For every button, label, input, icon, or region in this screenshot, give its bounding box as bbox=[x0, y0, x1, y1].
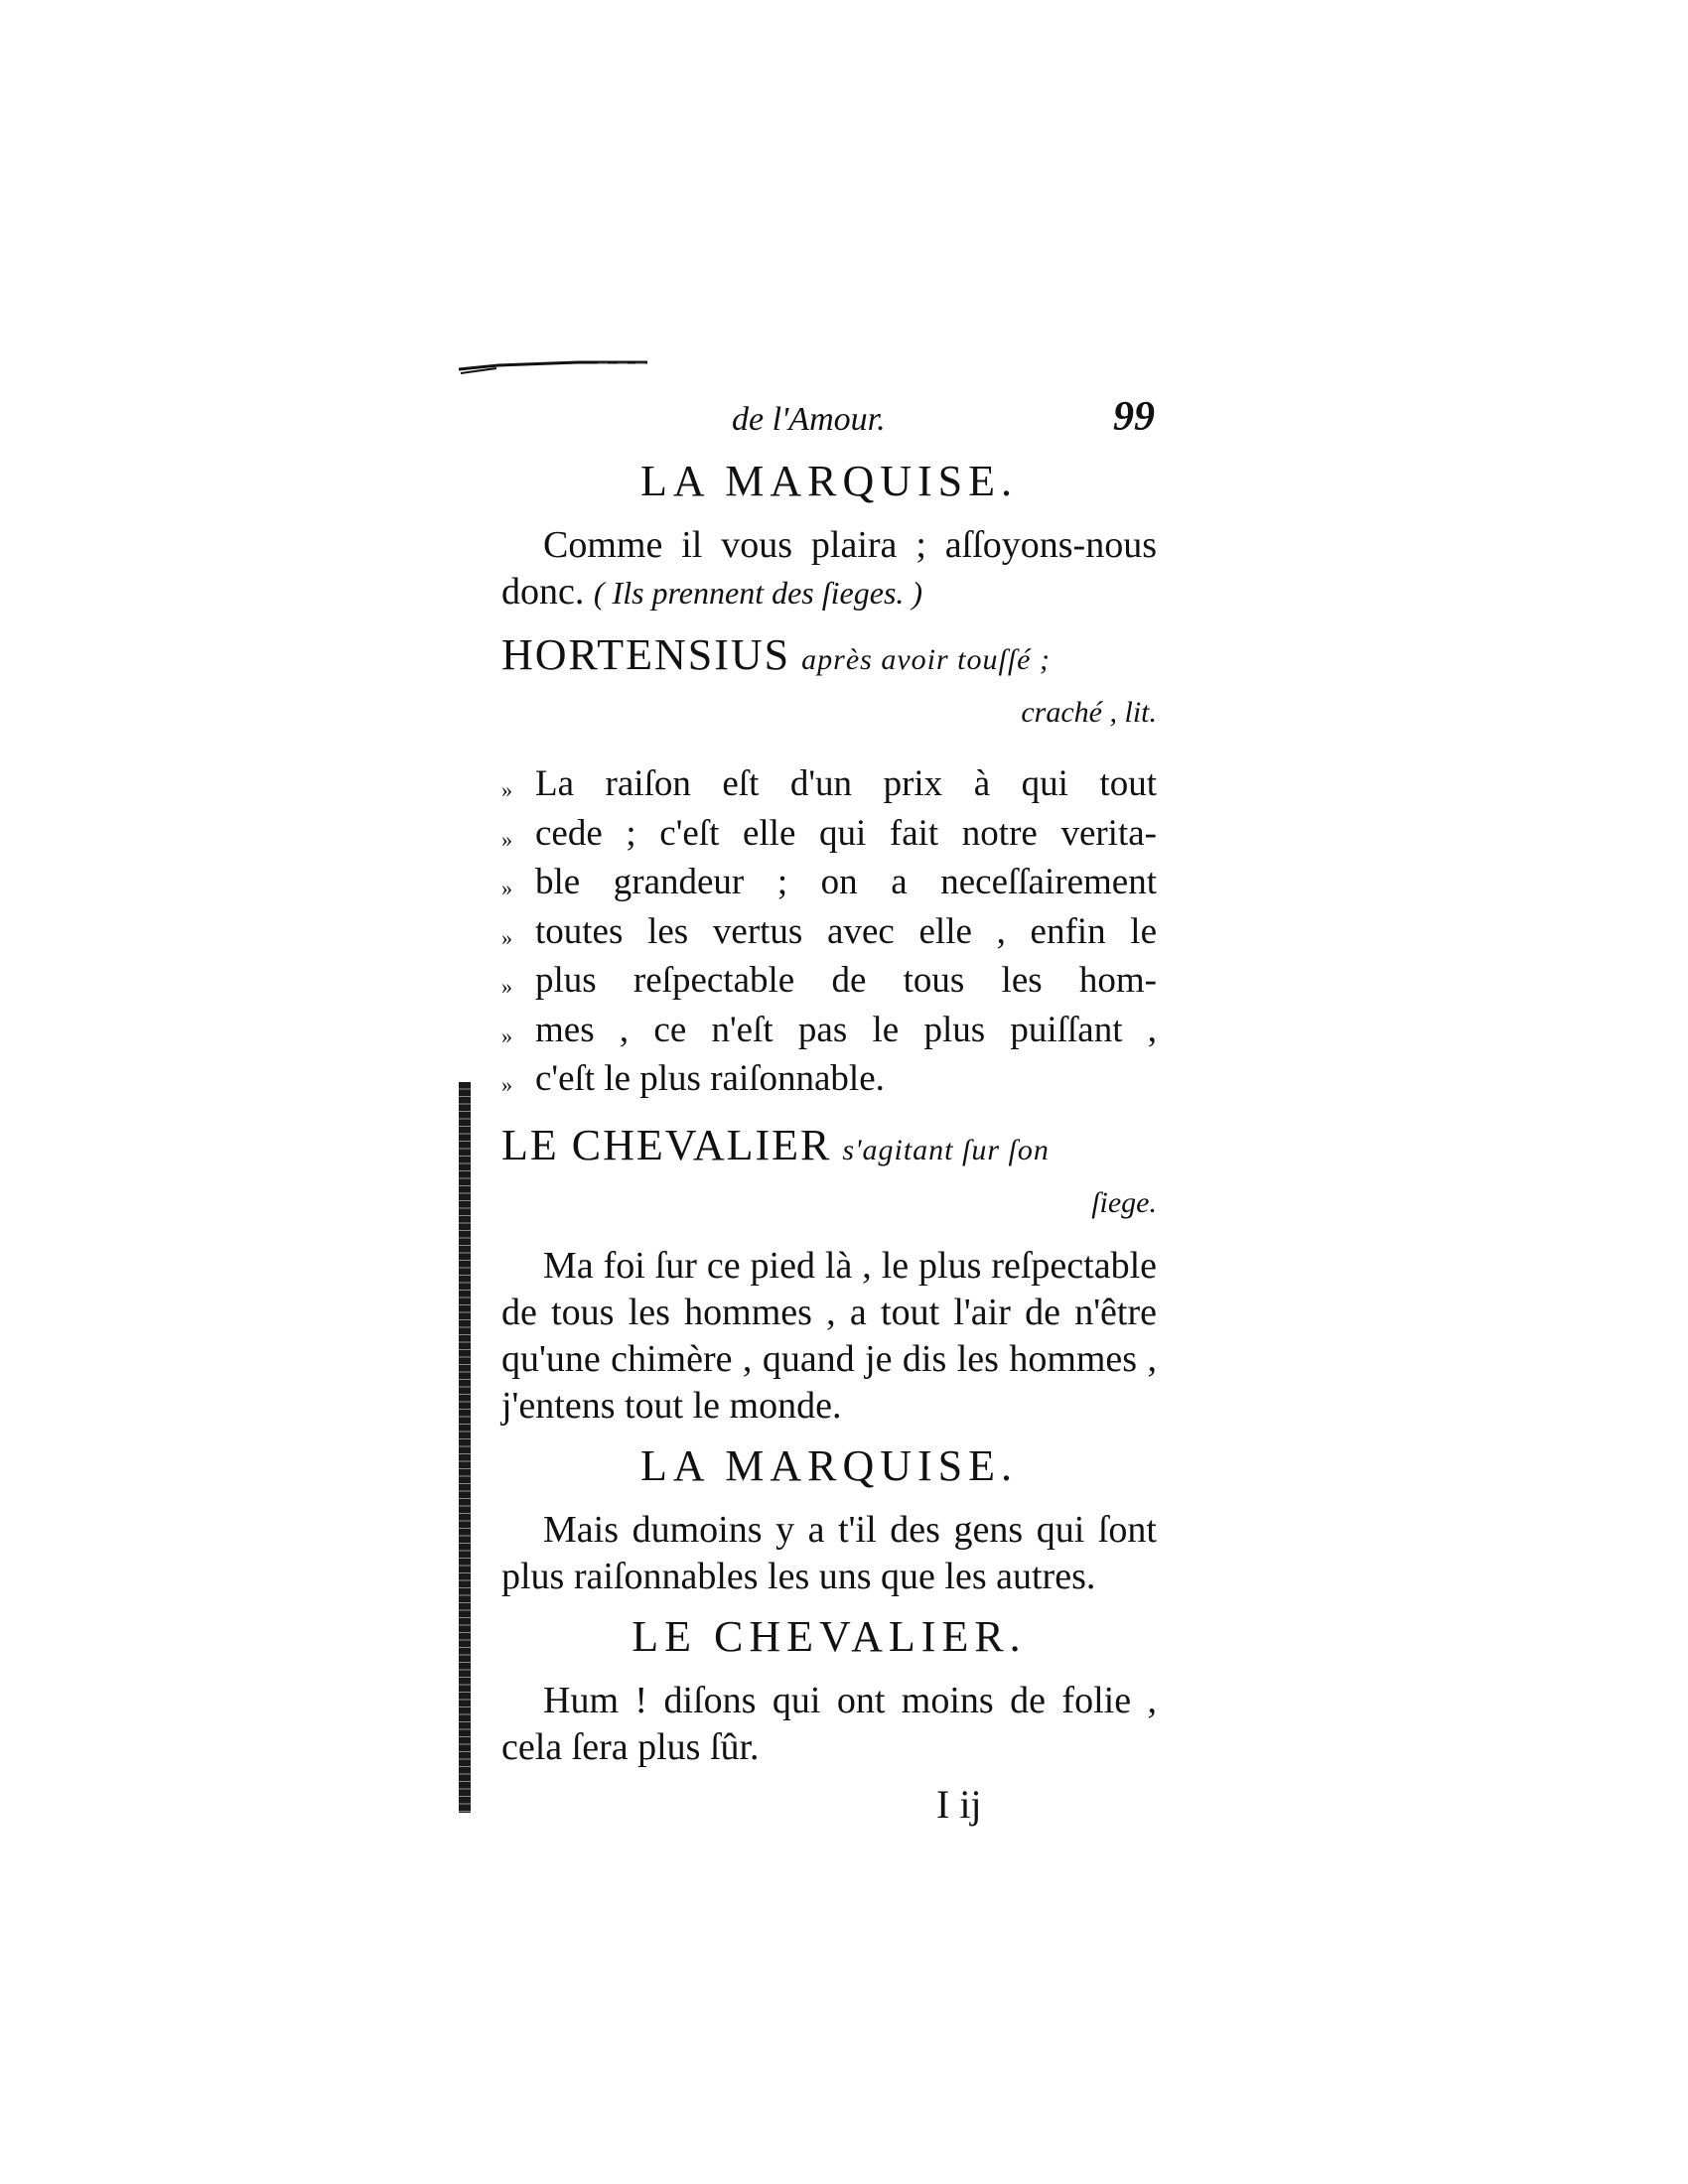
quote-text: ble grandeur ; on a neceſſairement bbox=[535, 862, 1157, 902]
page-number: 99 bbox=[1113, 394, 1155, 440]
speech-paragraph bbox=[501, 522, 1157, 616]
speech-paragraph: Mais dumoins y a t'il des gens qui ſont plus raiſonnables les uns que les autres. bbox=[501, 1508, 1157, 1597]
decorative-rule bbox=[459, 359, 647, 377]
stage-direction-continued: ſiege. bbox=[1091, 1185, 1157, 1219]
quote-mark: » bbox=[501, 924, 512, 950]
stage-direction: s'agitant ſur ſon bbox=[842, 1133, 1050, 1166]
text-column bbox=[501, 387, 1157, 1837]
quote-mark: » bbox=[501, 974, 512, 999]
quote-text: c'eſt le plus raiſonnable. bbox=[535, 1058, 885, 1099]
quote-line bbox=[501, 1057, 1157, 1107]
speech-text: Comme il vous plaira ; aſſoyons-nous donc. bbox=[501, 524, 1157, 613]
quote-text: toutes les vertus avec elle , enfin le bbox=[535, 910, 1157, 952]
quote-text: plus reſpectable de tous les hom- bbox=[535, 960, 1157, 1001]
speaker-heading: LA MARQUISE. bbox=[639, 1440, 1019, 1490]
quote-text: cede ; c'eſt elle qui fait notre verita- bbox=[535, 812, 1157, 854]
quote-mark: » bbox=[501, 777, 512, 802]
quote-mark: » bbox=[501, 1023, 512, 1048]
quoted-passage bbox=[501, 762, 1157, 1107]
speaker-line bbox=[501, 626, 1157, 689]
speech-paragraph: Hum ! diſons qui ont moins de folie , cela ſera plus ſûr. bbox=[501, 1679, 1157, 1768]
running-head bbox=[501, 387, 1157, 449]
quote-mark: » bbox=[501, 1072, 512, 1097]
signature-text: I ij bbox=[936, 1781, 982, 1827]
stage-direction-continued: craché , lit. bbox=[1021, 696, 1157, 729]
stage-direction: après avoir touſſé ; bbox=[801, 643, 1051, 676]
speaker-line bbox=[501, 1117, 1157, 1179]
quote-line bbox=[501, 1009, 1157, 1058]
running-title: de l'Amour. bbox=[732, 401, 886, 438]
quote-line bbox=[501, 910, 1157, 960]
binding-edge bbox=[459, 1082, 471, 1813]
quote-line bbox=[501, 861, 1157, 910]
quote-mark: » bbox=[501, 826, 512, 852]
quote-line bbox=[501, 959, 1157, 1009]
quote-line bbox=[501, 762, 1157, 812]
speaker-name: HORTENSIUS bbox=[501, 630, 791, 679]
quote-mark: » bbox=[501, 876, 512, 900]
quote-text: mes , ce n'eſt pas le plus puiſſant , bbox=[535, 1009, 1157, 1050]
quote-line bbox=[501, 812, 1157, 862]
speaker-heading: LA MARQUISE. bbox=[639, 457, 1019, 505]
speaker-name: LE CHEVALIER bbox=[501, 1120, 832, 1169]
stage-direction: ( Ils prennent des ſieges. ) bbox=[593, 575, 923, 611]
speaker-heading: LE CHEVALIER. bbox=[632, 1611, 1027, 1661]
quote-text: La raiſon eſt d'un prix à qui tout bbox=[535, 763, 1157, 804]
signature-mark bbox=[501, 1777, 1157, 1837]
speech-paragraph: Ma foi ſur ce pied là , le plus reſpectable de tous les hommes , a tout l'air de n'être qu'une chimère , quand je dis les hommes , j'entens tout le monde. bbox=[501, 1244, 1157, 1427]
